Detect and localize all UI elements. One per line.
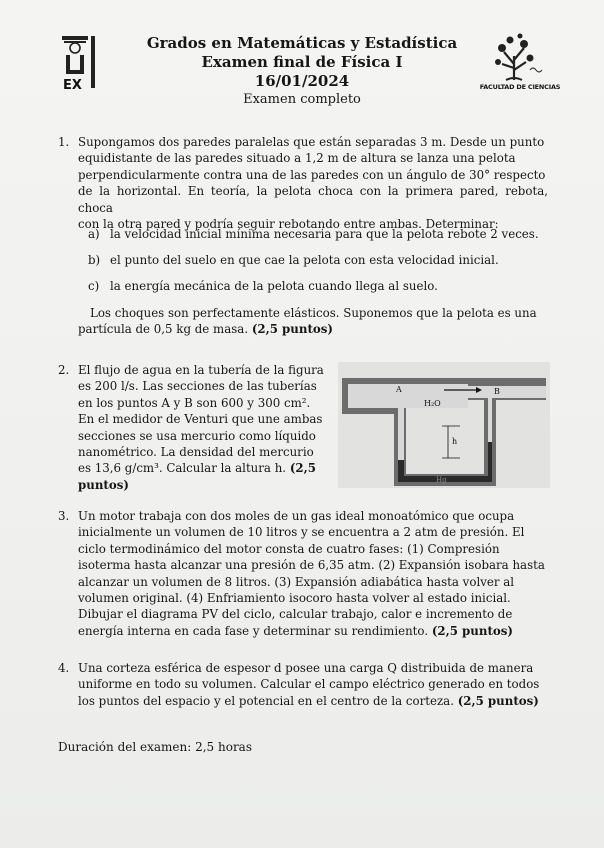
question-2-statement: El flujo de agua en la tubería de la figura es 200 l/s. Las secciones de las tuberías en los puntos A y B son 600 y 300 cm². En el medidor de Venturi que une ambas secciones se usa mercurio como líquido nanométrico. La densidad del mercurio es 13,6 g/cm³. Calcular la altura h. (2,5 puntos): [78, 363, 324, 492]
question-4-number: 4.: [58, 661, 70, 675]
question-2-number: 2.: [58, 363, 70, 377]
exam-title: Examen final de Física I: [201, 53, 403, 71]
exam-kind: Examen completo: [243, 92, 361, 107]
question-1-statement: Supongamos dos paredes paralelas que están separadas 3 m. Desde un punto equidistante de las paredes situado a 1,2 m de altura se lanza una pelota perpendicularmente contra una de las paredes con un ángulo de 30° respecto de la horizontal. En teoría, la pelota choca con la primera pared, rebota, choca con la otra pared y podría seguir rebotando entre ambas. Determinar:: [78, 135, 548, 232]
question-3-number: 3.: [58, 509, 70, 523]
question-1-item-c: c) la energía mecánica de la pelota cuando llega al suelo.: [88, 279, 438, 293]
question-3-statement: Un motor trabaja con dos moles de un gas ideal monoatómico que ocupa inicialmente un volumen de 10 litros y se encuentra a 2 atm de presión. El ciclo termodinámico del motor consta de cuatro fases: (1) Compresión isoterma hasta alcanzar una presión de 6,35 atm. (2) Expansión isobara hasta alcanzar un volumen de 8 litros. (3) Expansión adiabática hasta volver al volumen original. (4) Enfriamiento isocoro hasta volver al estado inicial. Dibujar el diagrama PV del ciclo, calcular trabajo, calor e incremento de energía interna en cada fase y determinar su rendimiento. (2,5 puntos): [78, 509, 545, 638]
figure-label-hg: Hg: [436, 476, 447, 484]
faculty-label: FACULTAD DE CIENCIAS: [479, 83, 561, 91]
figure-label-a: A: [396, 385, 402, 394]
question-4-points: (2,5 puntos): [457, 693, 539, 708]
venturi-meter-figure: [338, 362, 550, 488]
question-1-points: (2,5 puntos): [251, 322, 333, 337]
figure-label-fluid: H₂O: [424, 399, 441, 408]
exam-header: [120, 34, 484, 109]
question-1-item-a: a) la velocidad inicial mínima necesaria para que la pelota rebote 2 veces.: [88, 227, 539, 241]
exam-date: 16/01/2024: [254, 72, 350, 90]
question-1-number: 1.: [58, 135, 70, 149]
question-1-item-b: b) el punto del suelo en que cae la pelota con esta velocidad inicial.: [88, 253, 499, 267]
exam-duration: Duración del examen: 2,5 horas: [58, 740, 252, 754]
question-3-points: (2,5 puntos): [431, 623, 513, 638]
question-4-statement: Una corteza esférica de espesor d posee una carga Q distribuida de manera uniforme en todo su volumen. Calcular el campo eléctrico generado en todos los puntos del espacio y el potencial en el centro de la corteza. (2,5 puntos): [78, 661, 540, 708]
figure-label-h: h: [452, 437, 458, 446]
question-2-points: (2,5: [289, 461, 316, 476]
university-logo: [60, 34, 100, 94]
figure-label-b: B: [494, 387, 500, 396]
left-logo-text: EX: [63, 78, 82, 93]
degree-title: Grados en Matemáticas y Estadística: [146, 34, 458, 52]
question-1-closing: Los choques son perfectamente elásticos. Suponemos que la pelota es una partícula de 0,5 kg de masa. (2,5 puntos): [78, 306, 537, 337]
